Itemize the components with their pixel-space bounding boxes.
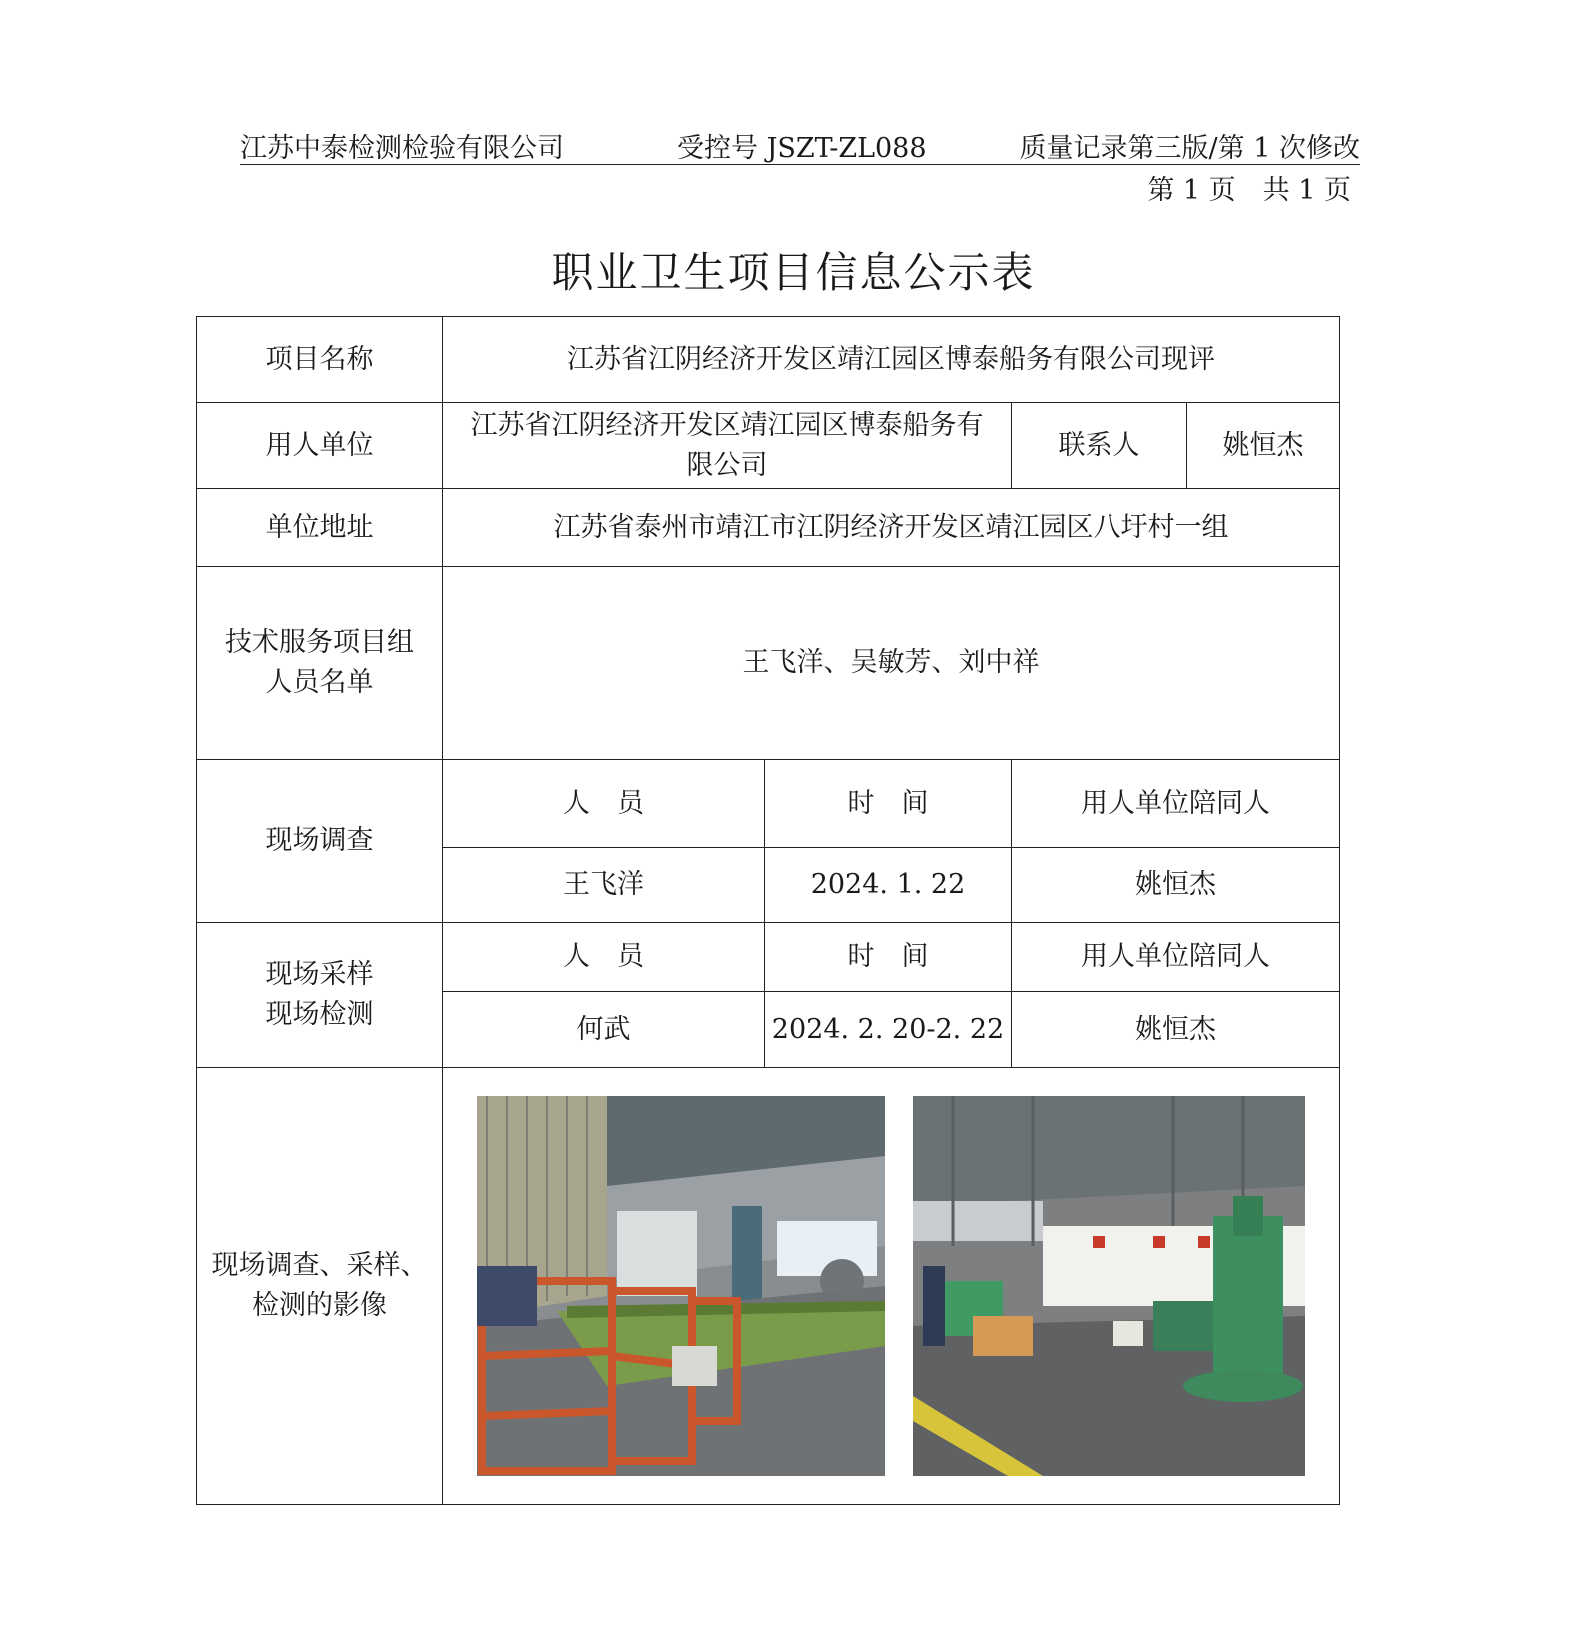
row-team: [197, 567, 1340, 760]
team-label-line-2: 人员名单: [265, 667, 374, 698]
sampling-person: 何武: [443, 992, 765, 1068]
sampling-time: 2024. 2. 20-2. 22: [765, 992, 1012, 1068]
sampling-label-line-2: 现场检测: [265, 999, 374, 1030]
survey-escort: 姚恒杰: [1012, 848, 1340, 923]
sampling-escort: 姚恒杰: [1012, 992, 1340, 1068]
project-name-label: 项目名称: [197, 317, 443, 403]
photo-gallery: [449, 1096, 1333, 1476]
address-label: 单位地址: [197, 489, 443, 567]
workshop-photo-1-image: [477, 1096, 885, 1476]
images-cell: [443, 1068, 1340, 1505]
images-label-line-1: 现场调查、采样、: [211, 1250, 428, 1281]
project-name-value: 江苏省江阴经济开发区靖江园区博泰船务有限公司现评: [443, 317, 1340, 403]
survey-label: 现场调查: [197, 760, 443, 923]
record-version: 质量记录第三版/第 1 次修改: [1019, 133, 1360, 164]
document-header: [240, 124, 1360, 165]
row-project-name: [197, 317, 1340, 403]
employer-line-1: 江苏省江阴经济开发区靖江园区博泰船务有: [470, 409, 984, 441]
survey-time: 2024. 1. 22: [765, 848, 1012, 923]
images-label-line-2: 检测的影像: [252, 1290, 387, 1321]
survey-head-time: 时 间: [765, 760, 1012, 848]
company-name: 江苏中泰检测检验有限公司: [240, 133, 564, 164]
team-label-line-1: 技术服务项目组: [225, 627, 414, 658]
workshop-photo-1: [477, 1096, 885, 1476]
info-table: [196, 316, 1340, 1505]
workshop-photo-2-image: [913, 1096, 1305, 1476]
survey-head-person: 人 员: [443, 760, 765, 848]
address-value: 江苏省泰州市靖江市江阴经济开发区靖江园区八圩村一组: [443, 489, 1340, 567]
contact-value: 姚恒杰: [1187, 403, 1340, 489]
team-value: 王飞洋、吴敏芳、刘中祥: [443, 567, 1340, 760]
sampling-label-line-1: 现场采样: [265, 959, 374, 990]
sampling-label: [197, 923, 443, 1068]
team-label: [197, 567, 443, 760]
employer-value: [443, 403, 1012, 489]
images-label: [197, 1068, 443, 1505]
row-employer: [197, 403, 1340, 489]
row-address: [197, 489, 1340, 567]
control-number: 受控号 JSZT-ZL088: [677, 133, 927, 164]
row-images: [197, 1068, 1340, 1505]
sampling-head-person: 人 员: [443, 923, 765, 992]
survey-person: 王飞洋: [443, 848, 765, 923]
survey-head-escort: 用人单位陪同人: [1012, 760, 1340, 848]
sampling-head-time: 时 间: [765, 923, 1012, 992]
page-number: 第 1 页 共 1 页: [1147, 175, 1351, 206]
row-survey-head: [197, 760, 1340, 848]
workshop-photo-2: [913, 1096, 1305, 1476]
employer-label: 用人单位: [197, 403, 443, 489]
employer-line-2: 限公司: [686, 449, 768, 481]
sampling-head-escort: 用人单位陪同人: [1012, 923, 1340, 992]
page-title: 职业卫生项目信息公示表: [551, 248, 1036, 297]
contact-label: 联系人: [1012, 403, 1187, 489]
row-sampling-head: [197, 923, 1340, 992]
